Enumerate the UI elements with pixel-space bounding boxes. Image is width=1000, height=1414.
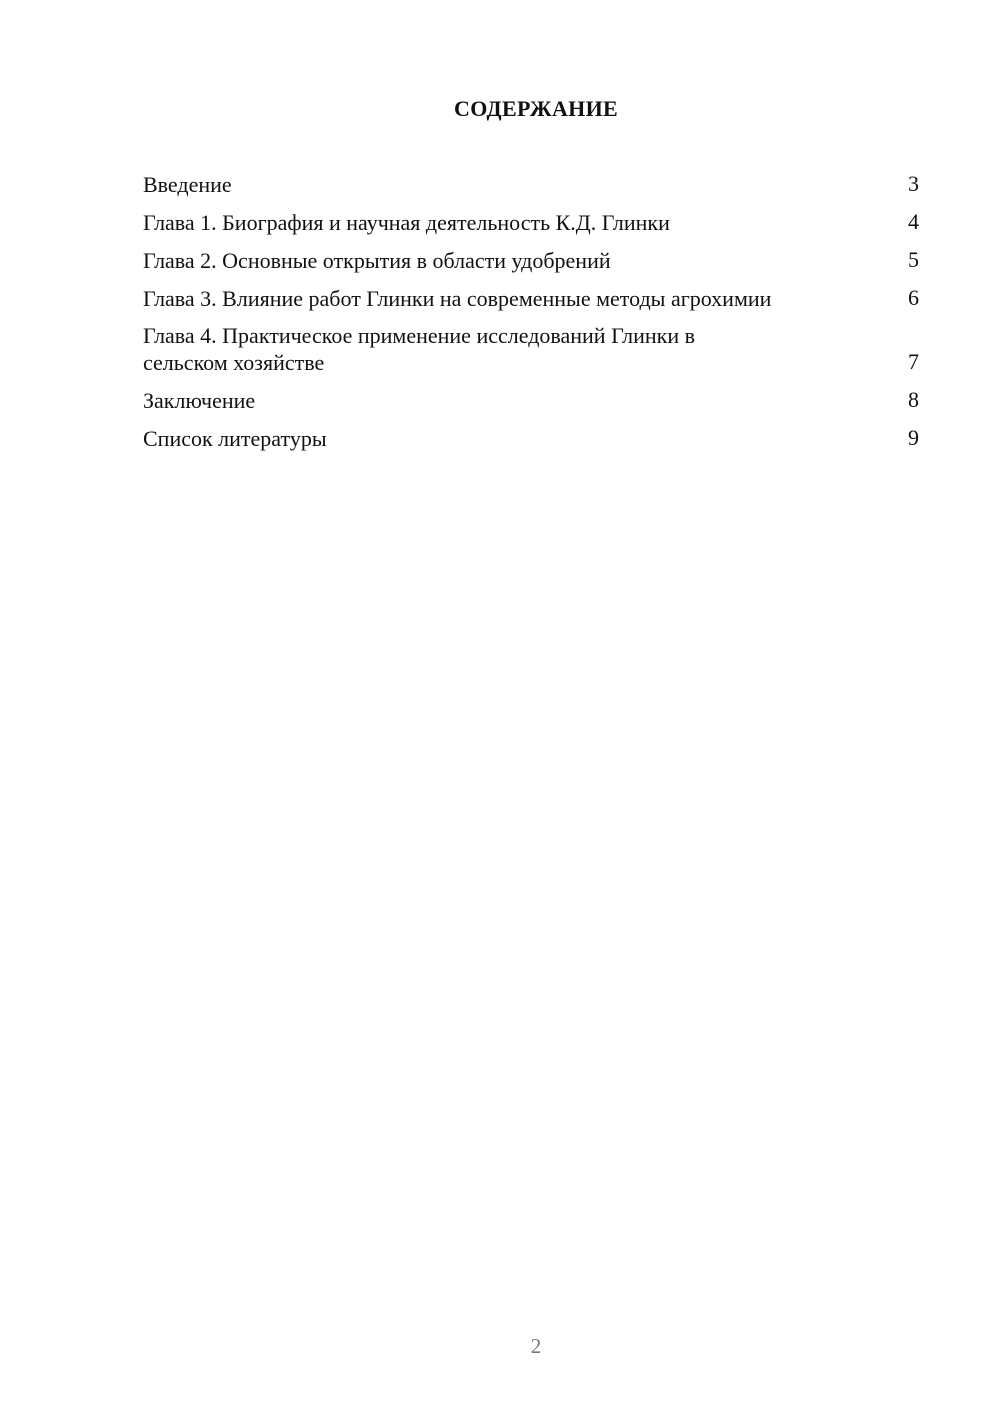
toc-entry-chapter-3 [143,284,919,312]
toc-entry-chapter-2 [143,246,919,274]
toc-entry-page: 6 [908,285,919,310]
toc-entry-introduction [143,170,919,198]
toc-entry-title: Заключение [143,388,256,413]
toc-entry-chapter-1 [143,208,919,236]
page-title: СОДЕРЖАНИЕ [454,96,618,121]
toc-entry-title: Глава 1. Биография и научная деятельность К.Д. Глинки [143,210,670,235]
toc-entry-page: 7 [908,349,919,374]
toc-entry-page: 9 [908,425,919,450]
page-number: 2 [530,1334,542,1358]
toc-entry-page: 3 [908,171,919,196]
toc-entry-references [143,424,919,452]
toc-entry-title: Глава 2. Основные открытия в области удобрений [143,248,611,273]
toc-entry-title: Глава 4. Практическое применение исследований Глинки в сельском хозяйстве [143,323,696,375]
toc-entry-conclusion [143,386,919,414]
toc-entry-chapter-4 [143,322,919,376]
toc-entry-title: Глава 3. Влияние работ Глинки на современные методы агрохимии [143,286,772,311]
table-of-contents [143,170,919,462]
toc-entry-page: 4 [908,209,919,234]
toc-entry-page: 8 [908,387,919,412]
toc-entry-title: Список литературы [143,426,327,451]
toc-entry-page: 5 [908,247,919,272]
toc-entry-title: Введение [143,172,232,197]
